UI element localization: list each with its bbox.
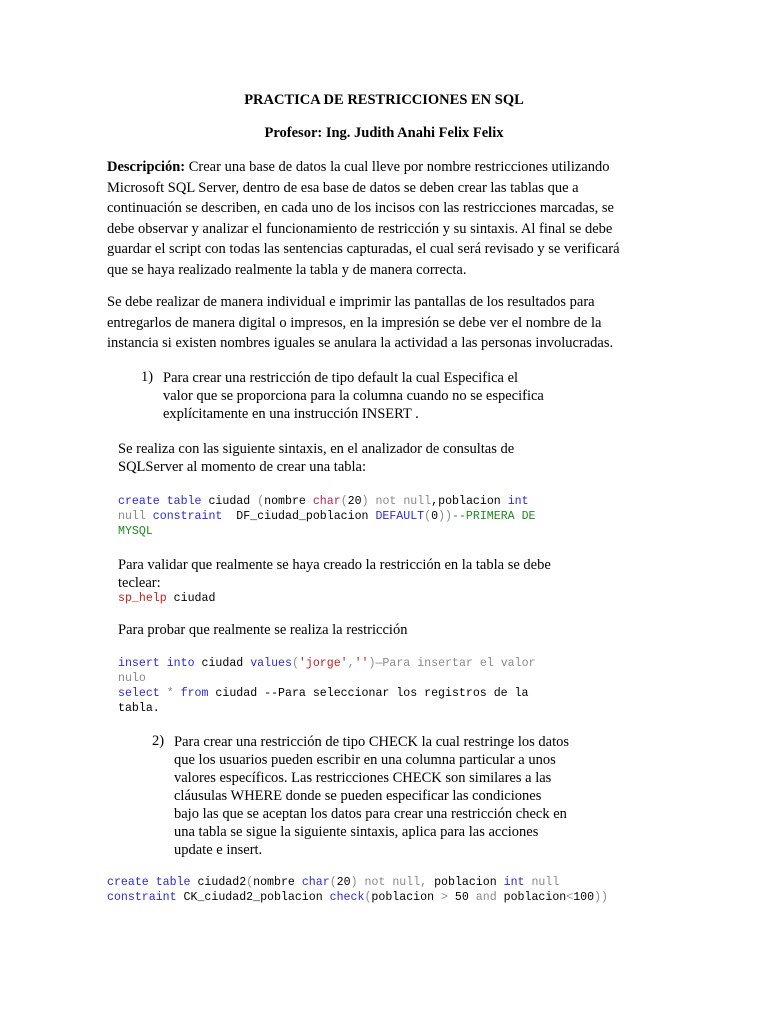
code-token: 20 [336,876,351,889]
code-token: ( [246,876,254,889]
code-token: CK_ciudad2_poblacion [176,891,330,904]
syntax-intro-line: Se realiza con las siguiente sintaxis, en el analizador de consultas de [118,441,515,457]
code-block-insert [118,656,536,716]
validate-intro-line: teclear: [118,575,161,591]
code-token: DF_ciudad_poblacion [222,510,376,523]
code-token: 0 [431,510,439,523]
code-block-default [118,494,536,539]
code-token: --PRIMERA DE [452,510,536,523]
code-line [118,702,160,715]
item-2-number: 2) [152,733,165,749]
code-token: char [301,876,330,889]
code-token: int [503,876,525,889]
description-line-1: Microsoft SQL Server, dentro de esa base de datos se deben crear las tablas que a [107,179,579,196]
item-1-line: explícitamente en una instrucción INSERT . [163,406,419,422]
syntax-intro-line: SQLServer al momento de crear una tabla: [118,459,367,475]
item-1-number: 1) [141,369,154,385]
code-token: poblacion [371,891,441,904]
code-line [118,657,536,670]
code-token: poblacion [427,876,504,889]
code-token: sp_help [118,592,167,605]
code-token: ciudad [194,657,251,670]
code-line [107,876,559,889]
item-1-line: valor que se proporciona para la columna cuando no se especifica [163,388,544,404]
test-intro: Para probar que realmente se realiza la restricción [118,622,408,638]
code-token: constraint [107,891,177,904]
code-line [118,510,536,523]
code-token: * [159,687,181,700]
code-token: ciudad [166,592,216,605]
individual-line-2: instancia si existen nombres iguales se anulara la actividad a las personas involucradas. [107,335,614,352]
individual-line-1: entregarlos de manera digital o impresos, en la impresión se debe ver el nombre de la [107,314,602,331]
code-token: select [118,687,160,700]
code-token: char [312,495,341,508]
code-block-check [107,875,608,905]
code-line [118,672,146,685]
individual-paragraph [107,292,667,354]
code-line [107,891,608,904]
syntax-intro [118,440,658,476]
individual-line-0: Se debe realizar de manera individual e imprimir las pantallas de los resultados para [107,294,595,310]
item-2-line: Para crear una restricción de tipo CHECK la cual restringe los datos [174,734,569,750]
code-line [118,687,529,700]
code-token: check [329,891,365,904]
code-token: ,poblacion [431,495,508,508]
code-token: ( [340,495,348,508]
code-token: < [566,891,574,904]
code-token: ciudad [201,495,258,508]
item-1-line: Para crear una restricción de tipo default la cual Especifica el [163,370,519,386]
code-token: ( [364,891,372,904]
code-token: 100 [573,891,595,904]
code-token: ciudad2 [190,876,247,889]
code-line [118,592,215,605]
code-token: 'jorge' [298,657,348,670]
document-title: PRACTICA DE RESTRICCIONES EN SQL [244,92,524,108]
code-line [118,495,529,508]
description-line-0: Descripción: Crear una base de datos la cual lleve por nombre restricciones utilizando [107,159,610,175]
code-token: DEFAULT [375,510,425,523]
code-token: constraint [152,510,223,523]
description-line-3: debe observar y analizar el funcionamiento de restricción y su sintaxis. Al final se debe [107,220,613,237]
item-2-line: valores específicos. Las restricciones CHECK son similares a las [174,770,552,786]
item-2-line: una tabla se sigue la siguiente sintaxis, aplica para las acciones [174,824,539,840]
item-1-text [163,369,583,423]
description-label: Descripción: [107,159,186,175]
code-token: nombre [253,876,302,889]
code-token: 50 [447,891,476,904]
code-token: nombre [264,495,313,508]
code-token: '' [354,657,369,670]
code-token: MYSQL [118,525,153,538]
code-token: values [250,657,292,670]
code-token: insert into [118,657,195,670]
code-token: create table [118,495,202,508]
code-token: null [118,510,153,523]
code-token: ) not null [361,495,432,508]
code-token: ciudad --Para seleccionar los registros de la [208,687,529,700]
code-token: ( [257,495,265,508]
code-token: 20 [347,495,362,508]
code-token: from [180,687,209,700]
professor-line: Profesor: Ing. Judith Anahi Felix Felix [264,125,504,141]
code-sp-help [118,591,215,606]
code-line [118,525,153,538]
code-token: poblacion [496,891,567,904]
item-2-line: que los usuarios pueden escribir en una columna particular a unos [174,752,556,768]
item-2-line: bajo las que se aceptan los datos para crear una restricción check en [174,806,567,822]
code-token: and [475,891,497,904]
code-token: nulo [118,672,146,685]
description-line-5: que se haya realizado realmente la tabla y de manera correcta. [107,261,467,278]
code-token: )—Para insertar el valor [368,657,536,670]
code-token: > [440,891,448,904]
code-token: )) [594,891,609,904]
validate-intro [118,556,658,592]
description-line-4: guardar el script con todas las sentencias capturadas, el cual será revisado y se verificará [107,241,620,258]
item-2-line: cláusulas WHERE donde se pueden especificar las condiciones [174,788,542,804]
code-token: tabla. [118,702,160,715]
description-paragraph [107,157,667,281]
description-line-2: continuación se describen, en cada uno de los incisos con las restricciones marcadas, se [107,200,614,217]
code-token: ) not null, [350,876,428,889]
item-2-line: update e insert. [174,842,263,858]
code-token: ( [424,510,432,523]
code-token: create table [107,876,191,889]
code-token: , [347,657,355,670]
code-token: int [507,495,529,508]
code-token: ( [329,876,337,889]
code-token: )) [438,510,452,523]
code-token: ( [291,657,299,670]
validate-intro-line: Para validar que realmente se haya creado la restricción en la tabla se debe [118,557,551,573]
item-2-text [174,733,594,859]
code-token: null [524,876,560,889]
